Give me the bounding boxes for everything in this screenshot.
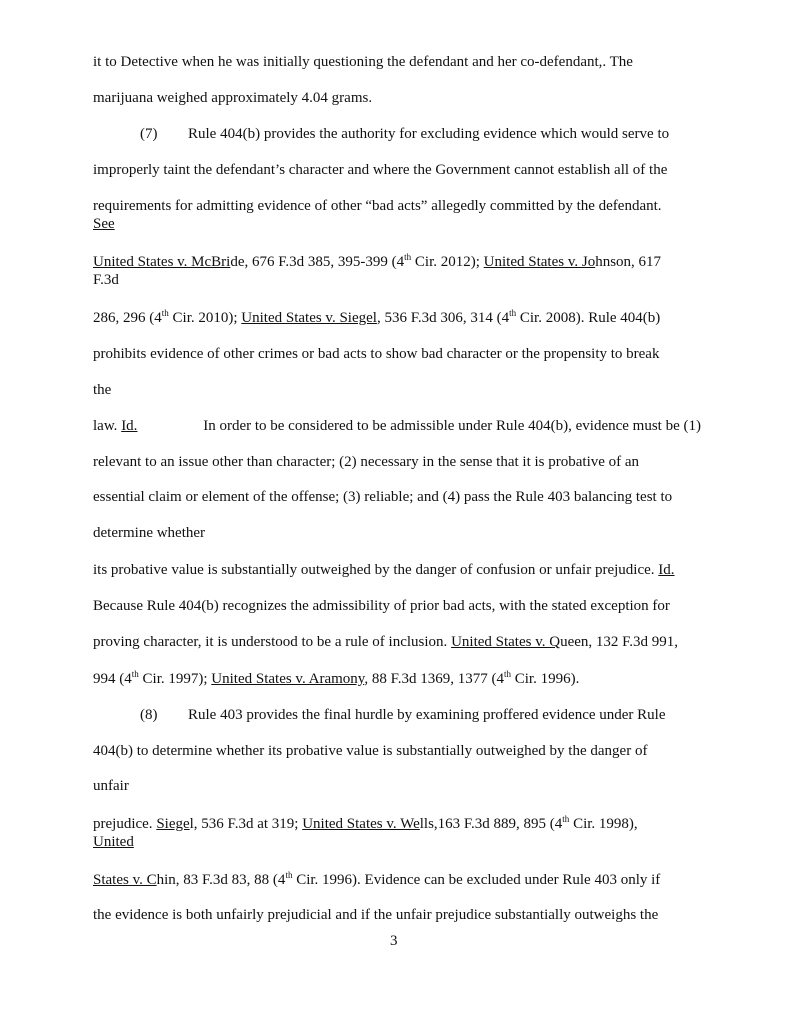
text-line: [93, 453, 701, 471]
text-line: the evidence is both unfairly prejudicial and if the unfair prejudice substantially outweighs the: [93, 907, 659, 923]
text-line: the: [93, 382, 112, 398]
case-citation: Id.: [658, 562, 675, 578]
citation-text: Cir. 1996). Evidence can be excluded under Rule 403 only if: [292, 872, 661, 888]
text-segment: its probative value is substantially outweighed by the danger of confusion or unfair prejudice.: [93, 562, 659, 578]
case-citation: Siege: [156, 816, 190, 832]
text-line: [93, 670, 579, 688]
case-citation: United States v. Siegel: [241, 310, 377, 326]
citation-text: lls,163 F.3d 889, 895 (4: [419, 816, 563, 832]
ordinal-suffix: th: [509, 308, 517, 318]
citation-text: hnson, 617: [595, 254, 662, 270]
text-line: requirements for admitting evidence of other “bad acts” allegedly committed by the defendant.: [93, 198, 662, 214]
text-segment: proving character, it is understood to be a rule of inclusion.: [93, 634, 452, 650]
case-citation: United: [93, 834, 134, 850]
citation-text: l, 536 F.3d at 319;: [189, 816, 303, 832]
case-citation: States v. C: [93, 872, 157, 888]
case-citation: United States v. Aramony: [211, 671, 365, 687]
case-citation: Id.: [121, 418, 138, 434]
text-line: [93, 253, 661, 271]
citation-signal: See: [93, 216, 115, 232]
text-line: [93, 417, 701, 435]
text-line: [93, 561, 675, 579]
text-line: it to Detective when he was initially questioning the defendant and her co-defendant,. The: [93, 54, 633, 70]
text-line: marijuana weighed approximately 4.04 grams.: [93, 90, 373, 106]
text-line: [93, 871, 660, 889]
citation-text: de, 676 F.3d 385, 395-399 (4: [230, 254, 405, 270]
text-line: F.3d: [93, 272, 119, 288]
text-line: unfair: [93, 778, 129, 794]
case-citation: United States v. We: [302, 816, 420, 832]
text-segment: law.: [93, 418, 122, 434]
ordinal-suffix: th: [404, 252, 412, 262]
citation-text: 286, 296 (4: [93, 310, 162, 326]
page-number: 3: [390, 933, 398, 949]
ordinal-suffix: th: [285, 870, 293, 880]
text-segment: In order to be considered to be admissible under Rule 404(b), evidence must be (1): [203, 418, 701, 434]
citation-text: , 88 F.3d 1369, 1377 (4: [364, 671, 504, 687]
ordinal-suffix: th: [503, 669, 511, 679]
case-citation: United States v. Jo: [483, 254, 596, 270]
ordinal-suffix: th: [562, 814, 570, 824]
case-citation: United States v. Q: [451, 634, 561, 650]
text-line: improperly taint the defendant’s character and where the Government cannot establish all of the: [93, 162, 668, 178]
text-line: Because Rule 404(b) recognizes the admissibility of prior bad acts, with the stated exception for: [93, 598, 670, 614]
text-line: [93, 633, 678, 651]
citation-text: Cir. 1996).: [510, 671, 580, 687]
paragraph-number: (7): [140, 126, 158, 142]
citation-text: ueen, 132 F.3d 991,: [560, 634, 679, 650]
citation-text: , 536 F.3d 306, 314 (4: [376, 310, 510, 326]
citation-text: hin, 83 F.3d 83, 88 (4: [156, 872, 286, 888]
citation-text: Cir. 1998),: [569, 816, 638, 832]
paragraph-number: (8): [140, 707, 158, 723]
citation-text: Cir. 2008). Rule 404(b): [516, 310, 661, 326]
text-line: 404(b) to determine whether its probative value is substantially outweighed by the danger of: [93, 743, 648, 759]
text-segment: relevant to an issue other than character; (2) necessary in the sense that it is probative of an: [93, 454, 640, 470]
text-line: [93, 309, 660, 327]
text-line: prohibits evidence of other crimes or bad acts to show bad character or the propensity to break: [93, 346, 660, 362]
text-line: Rule 403 provides the final hurdle by examining proffered evidence under Rule: [188, 707, 666, 723]
text-line: [93, 815, 638, 833]
text-segment: prejudice.: [93, 816, 157, 832]
text-line: essential claim or element of the offense; (3) reliable; and (4) pass the Rule 403 balancing test to: [93, 489, 673, 505]
case-citation: United States v. McBri: [93, 254, 231, 270]
citation-text: Cir. 2010);: [168, 310, 242, 326]
text-line: determine whether: [93, 525, 206, 541]
citation-text: Cir. 1997);: [138, 671, 212, 687]
citation-text: Cir. 2012);: [411, 254, 484, 270]
citation-text: 994 (4: [93, 671, 132, 687]
text-line: Rule 404(b) provides the authority for excluding evidence which would serve to: [188, 126, 670, 142]
ordinal-suffix: th: [131, 669, 139, 679]
ordinal-suffix: th: [161, 308, 169, 318]
